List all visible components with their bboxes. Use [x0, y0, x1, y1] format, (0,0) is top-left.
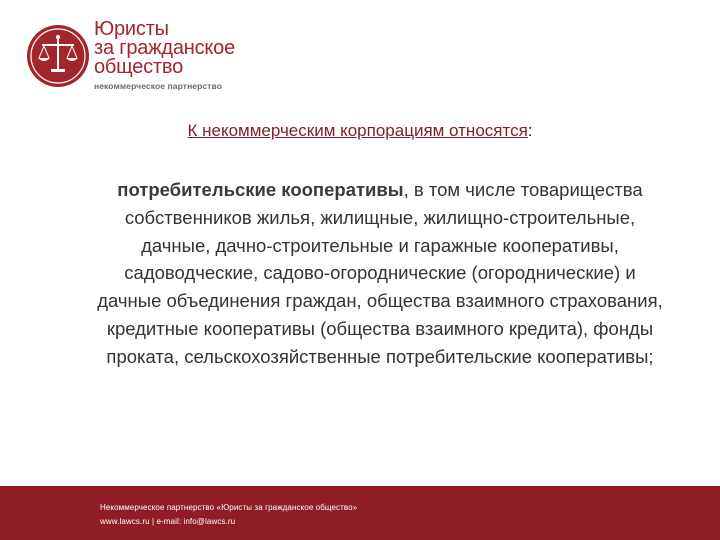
logo-line-1: Юристы [94, 18, 169, 40]
logo-subtitle: некоммерческое партнерство [94, 81, 223, 91]
logo-line-2: за гражданское [94, 37, 236, 59]
logo-line-3: общество [94, 56, 184, 78]
heading-colon: : [527, 121, 533, 140]
body-rest: , в том числе товарищества собственников жилья, жилищные, жилищно-строительные, дачные, дачно-строительные и гаражные кооперативы, садоводческие, садово-огороднические (огороднические) и дачные объединения граждан, общества взаимного страхования, кредитные кооперативы (общества взаимного кредита), фонды проката, сельскохозяйственные потребительские кооперативы; [97, 179, 663, 367]
heading-text: К некоммерческим корпорациям относятся [187, 121, 528, 140]
body-bold-term: потребительские кооперативы [117, 179, 404, 200]
logo-text [94, 20, 235, 91]
logo [26, 18, 276, 98]
footer-contacts: www.lawcs.ru | e-mail: info@lawcs.ru [100, 517, 236, 526]
slide-body [90, 176, 670, 371]
slide-heading [0, 121, 720, 141]
scales-of-justice-icon [26, 24, 90, 88]
footer-org: Некоммерческое партнерство «Юристы за гражданское общество» [100, 503, 358, 512]
footer-bar [0, 486, 720, 540]
